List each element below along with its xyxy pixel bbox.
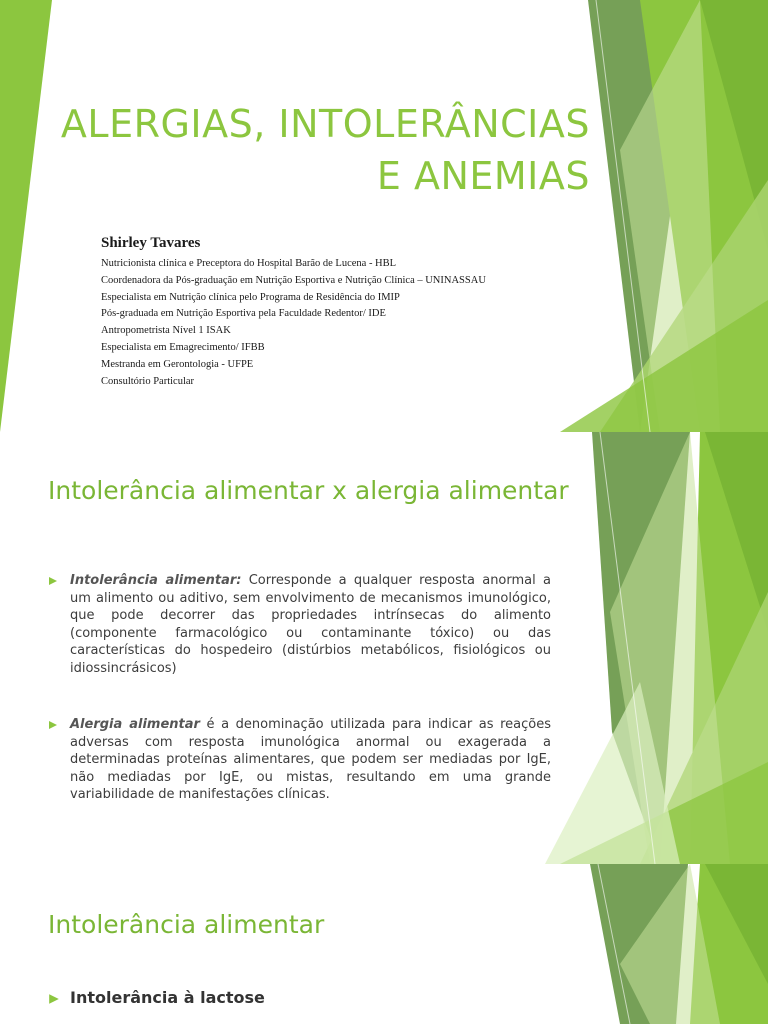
credential-line: Nutricionista clínica e Preceptora do Hospital Barão de Lucena - HBL: [101, 258, 397, 269]
credential-line: Antropometrista Nível 1 ISAK: [101, 325, 231, 337]
slide-2: [0, 432, 768, 864]
credential-line: Consultório Particular: [101, 375, 195, 387]
bullet-alergia: [48, 716, 551, 804]
slide-3-title: Intolerância alimentar: [48, 910, 325, 939]
bullet-term: Alergia alimentar: [70, 717, 200, 732]
credential-line: Especialista em Nutrição clínica pelo Programa de Residência do IMIP: [101, 291, 400, 303]
bullet-text: [70, 572, 551, 677]
bullet-description: Corresponde a qualquer resposta anormal a um alimento ou aditivo, sem envolvimento de mecanismos imunológico, que pode decorrer das propriedades intrínsecas do alimento (componente farmacológico ou contaminante tóxico) ou das características do hospedeiro (distúrbios metabólicos, fisiológicos ou idiossincrásicos): [70, 573, 551, 676]
bullet-arrow-icon: [48, 572, 70, 677]
main-title: [61, 98, 590, 202]
bullet-arrow-icon: [48, 716, 70, 804]
bullet-term: Intolerância alimentar:: [70, 573, 242, 588]
bullet-description: é a denominação utilizada para indicar as reações adversas com resposta imunológica anormal ou exagerada a determinadas proteínas alimentares, que podem ser mediadas por IgE, não mediadas por IgE, ou mistas, resultando em uma grande variabilidade de manifestações clínicas.: [70, 717, 551, 802]
slide-1: [0, 0, 768, 432]
author-name: Shirley Tavares: [101, 235, 201, 251]
credential-line: Mestranda em Gerontologia - UFPE: [101, 358, 254, 370]
bullet-lactose: [48, 989, 551, 1007]
bullet-text: Intolerância à lactose: [70, 988, 265, 1007]
credential-line: Especialista em Emagrecimento/ IFBB: [101, 341, 265, 353]
bullet-arrow-icon: [48, 989, 70, 1007]
main-title-line-1: ALERGIAS, INTOLERÂNCIAS: [60, 102, 590, 146]
credential-line: Pós-graduada em Nutrição Esportiva pela Faculdade Redentor/ IDE: [101, 308, 386, 320]
main-title-line-2: E ANEMIAS: [376, 154, 590, 198]
credential-line: Coordenadora da Pós-graduação em Nutrição Esportiva e Nutrição Clínica – UNINASSAU: [101, 274, 486, 286]
bullet-intolerancia: [48, 572, 551, 677]
slide-3: [0, 864, 768, 1024]
author-block: [101, 235, 486, 390]
bullet-text: [70, 716, 551, 804]
slide-2-title: Intolerância alimentar x alergia alimentar: [48, 476, 569, 505]
